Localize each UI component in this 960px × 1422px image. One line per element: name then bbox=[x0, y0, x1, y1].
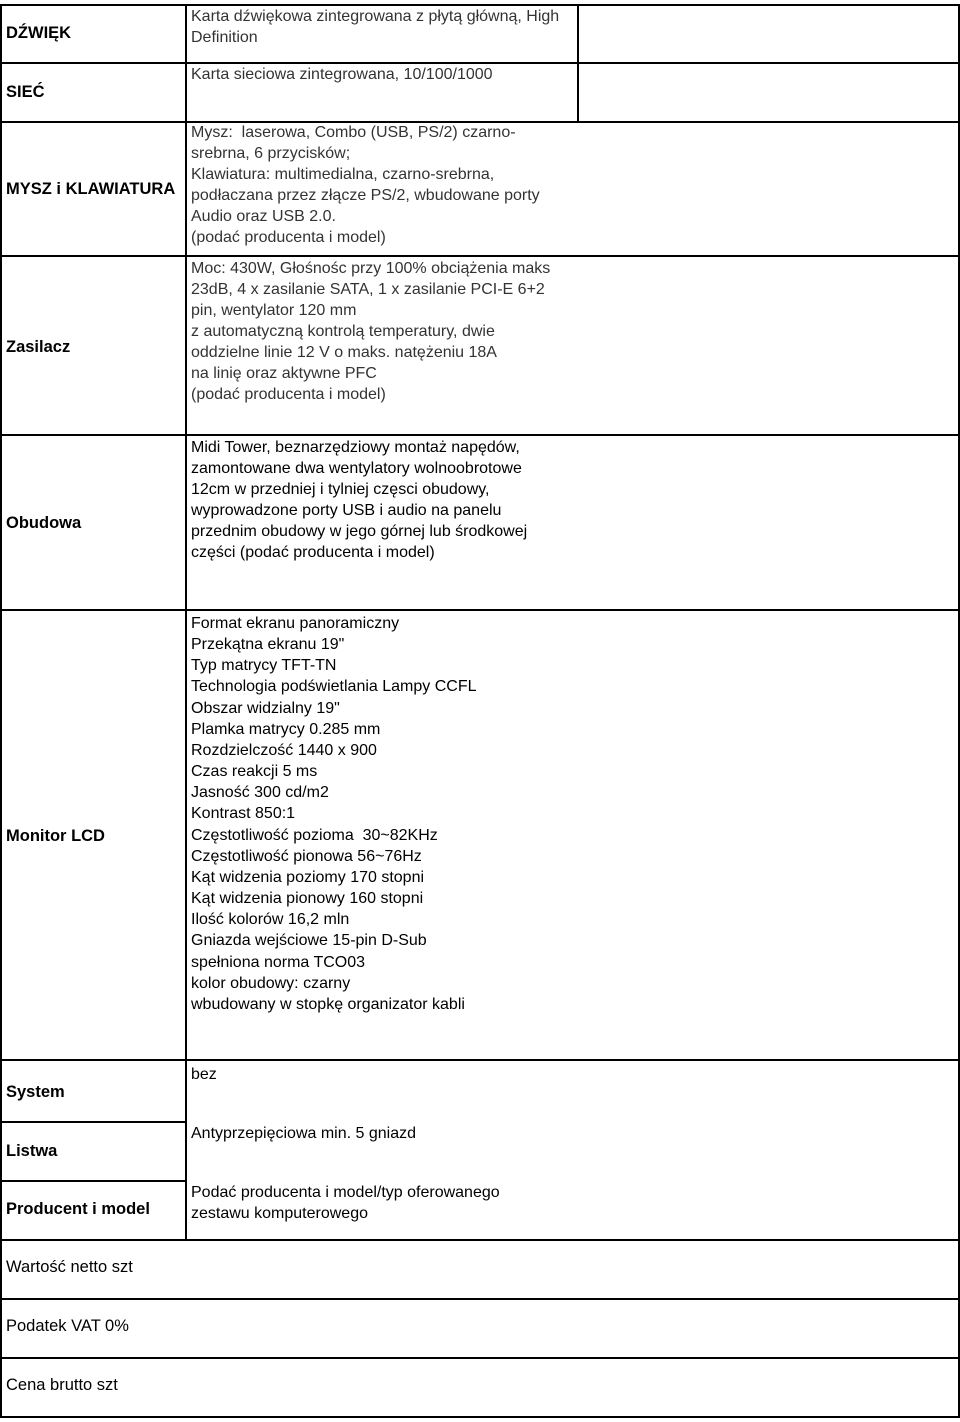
row-label-network: SIEĆ bbox=[6, 83, 45, 101]
row-label-power-strip: Listwa bbox=[6, 1142, 58, 1160]
column-border bbox=[0, 4, 2, 1417]
spec-mouse-keyboard: Mysz: laserowa, Combo (USB, PS/2) czarno- srebrna, 6 przycisków; Klawiatura: multimedialna, czarno-srebrna, podłaczana przez złącze PS/2, wbudowane porty Audio oraz USB 2.0. (podać producenta i model) bbox=[191, 124, 540, 246]
row-label-monitor: Monitor LCD bbox=[6, 827, 105, 845]
row-border bbox=[0, 1121, 186, 1123]
spec-system: bez bbox=[191, 1066, 217, 1083]
column-border bbox=[577, 4, 579, 122]
spec-network: Karta sieciowa zintegrowana, 10/100/1000 bbox=[191, 66, 493, 83]
row-border bbox=[0, 609, 960, 611]
row-label-power-supply: Zasilacz bbox=[6, 338, 71, 356]
row-border bbox=[0, 1298, 960, 1300]
row-label-sound: DŹWIĘK bbox=[6, 24, 72, 42]
row-border bbox=[0, 1416, 960, 1418]
spec-monitor: Format ekranu panoramiczny Przekątna ekranu 19" Typ matrycy TFT-TN Technologia podświetlania Lampy CCFL Obszar widzialny 19" Plamka matrycy 0.285 mm Rozdzielczość 1440 x 900 Czas reakcji 5 ms Jasność 300 cd/m2 Kontrast 850:1 Częstotliwość pozioma 30~82KHz Częstotliwość pionowa 56~76Hz Kąt widzenia poziomy 170 stopni Kąt widzenia pionowy 160 stopni Ilość kolorów 16,2 mln Gniazda wejściowe 15-pin D-Sub spełniona norma TCO03 kolor obudowy: czarny wbudowany w stopkę organizator kabli bbox=[191, 615, 477, 1013]
column-border bbox=[185, 4, 187, 1240]
row-border bbox=[0, 255, 960, 257]
spec-case: Midi Tower, beznarzędziowy montaż napędów, zamontowane dwa wentylatory wolnoobrotowe 12cm w przedniej i tylniej częsci obudowy, wyprowadzone porty USB i audio na panelu przednim obudowy w jego górnej lub środkowej części (podać producenta i model) bbox=[191, 439, 528, 561]
row-border bbox=[0, 1180, 186, 1182]
row-border bbox=[0, 1059, 960, 1061]
spec-power-strip: Antyprzepięciowa min. 5 gniazd bbox=[191, 1125, 417, 1142]
row-border bbox=[0, 1239, 960, 1241]
summary-vat: Podatek VAT 0% bbox=[6, 1317, 129, 1335]
row-border bbox=[0, 434, 960, 436]
row-label-case: Obudowa bbox=[6, 514, 82, 532]
row-label-mouse-keyboard: MYSZ i KLAWIATURA bbox=[6, 180, 176, 198]
column-border bbox=[958, 4, 960, 1417]
row-label-producer-model: Producent i model bbox=[6, 1200, 150, 1218]
spec-sound: Karta dźwiękowa zintegrowana z płytą główną, High Definition bbox=[191, 8, 560, 46]
spec-producer-model: Podać producenta i model/typ oferowanego zestawu komputerowego bbox=[191, 1184, 500, 1222]
spec-power-supply: Moc: 430W, Głośnośc przy 100% obciążenia maks 23dB, 4 x zasilanie SATA, 1 x zasilanie PCI-E 6+2 pin, wentylator 120 mm z automatyczną kontrolą temperatury, dwie oddzielne linie 12 V o maks. natężeniu 18A na linię oraz aktywne PFC (podać producenta i model) bbox=[191, 260, 551, 403]
row-border bbox=[0, 1357, 960, 1359]
summary-gross-price: Cena brutto szt bbox=[6, 1376, 118, 1394]
summary-net-value: Wartość netto szt bbox=[6, 1258, 133, 1276]
row-label-system: System bbox=[6, 1083, 65, 1101]
